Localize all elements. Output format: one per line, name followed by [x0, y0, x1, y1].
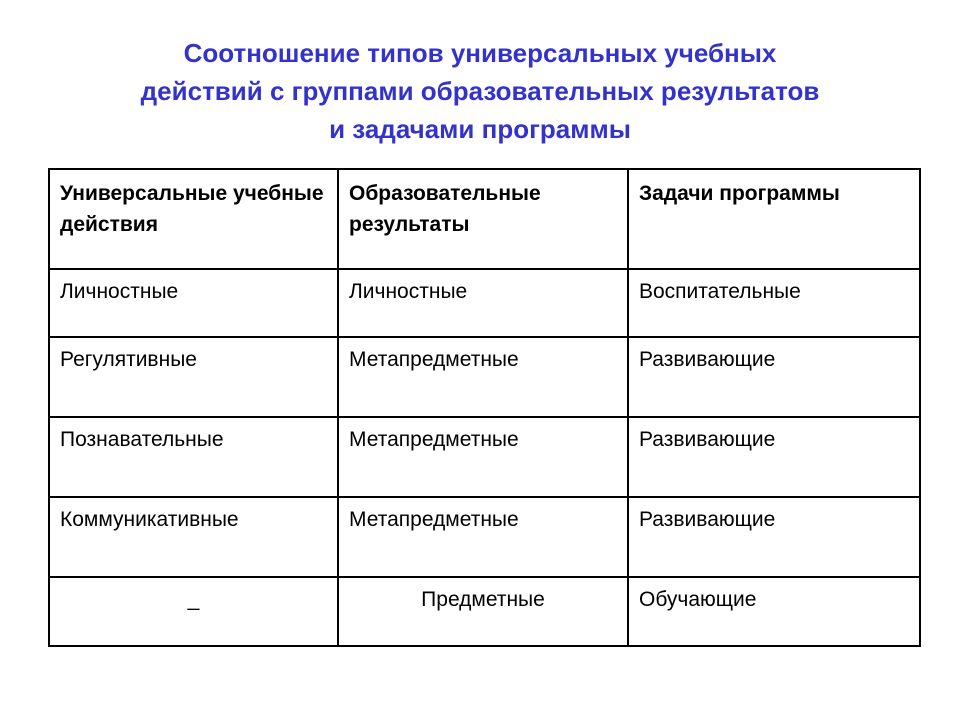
title-line-2: действий с группами образовательных результатов: [140, 76, 820, 106]
table-cell: Метапредметные: [338, 417, 628, 497]
table-row: [49, 577, 920, 646]
header-cell-tasks: Задачи программы: [628, 169, 920, 269]
results-table: [48, 168, 921, 647]
table-cell: Развивающие: [628, 497, 920, 577]
table-cell: Развивающие: [628, 417, 920, 497]
table-cell: Личностные: [49, 269, 338, 337]
header-cell-results: Образовательные результаты: [338, 169, 628, 269]
table-cell: Развивающие: [628, 337, 920, 417]
title-line-1: Соотношение типов универсальных учебных: [183, 38, 777, 68]
table-cell: Познавательные: [49, 417, 338, 497]
table-row: [49, 269, 920, 337]
table-cell: Предметные: [338, 577, 628, 646]
slide-title: [40, 34, 920, 148]
header-cell-actions: Универсальные учебные действия: [49, 169, 338, 269]
table-cell: Обучающие: [628, 577, 920, 646]
table-cell: Регулятивные: [49, 337, 338, 417]
table-cell: Метапредметные: [338, 497, 628, 577]
table-cell: _: [49, 577, 338, 646]
table-cell: Коммуникативные: [49, 497, 338, 577]
table-row: [49, 497, 920, 577]
table-header-row: [49, 169, 920, 269]
table-row: [49, 417, 920, 497]
table-cell: Метапредметные: [338, 337, 628, 417]
table-cell: Воспитательные: [628, 269, 920, 337]
title-line-3: и задачами программы: [329, 114, 631, 144]
table-row: [49, 337, 920, 417]
table-cell: Личностные: [338, 269, 628, 337]
